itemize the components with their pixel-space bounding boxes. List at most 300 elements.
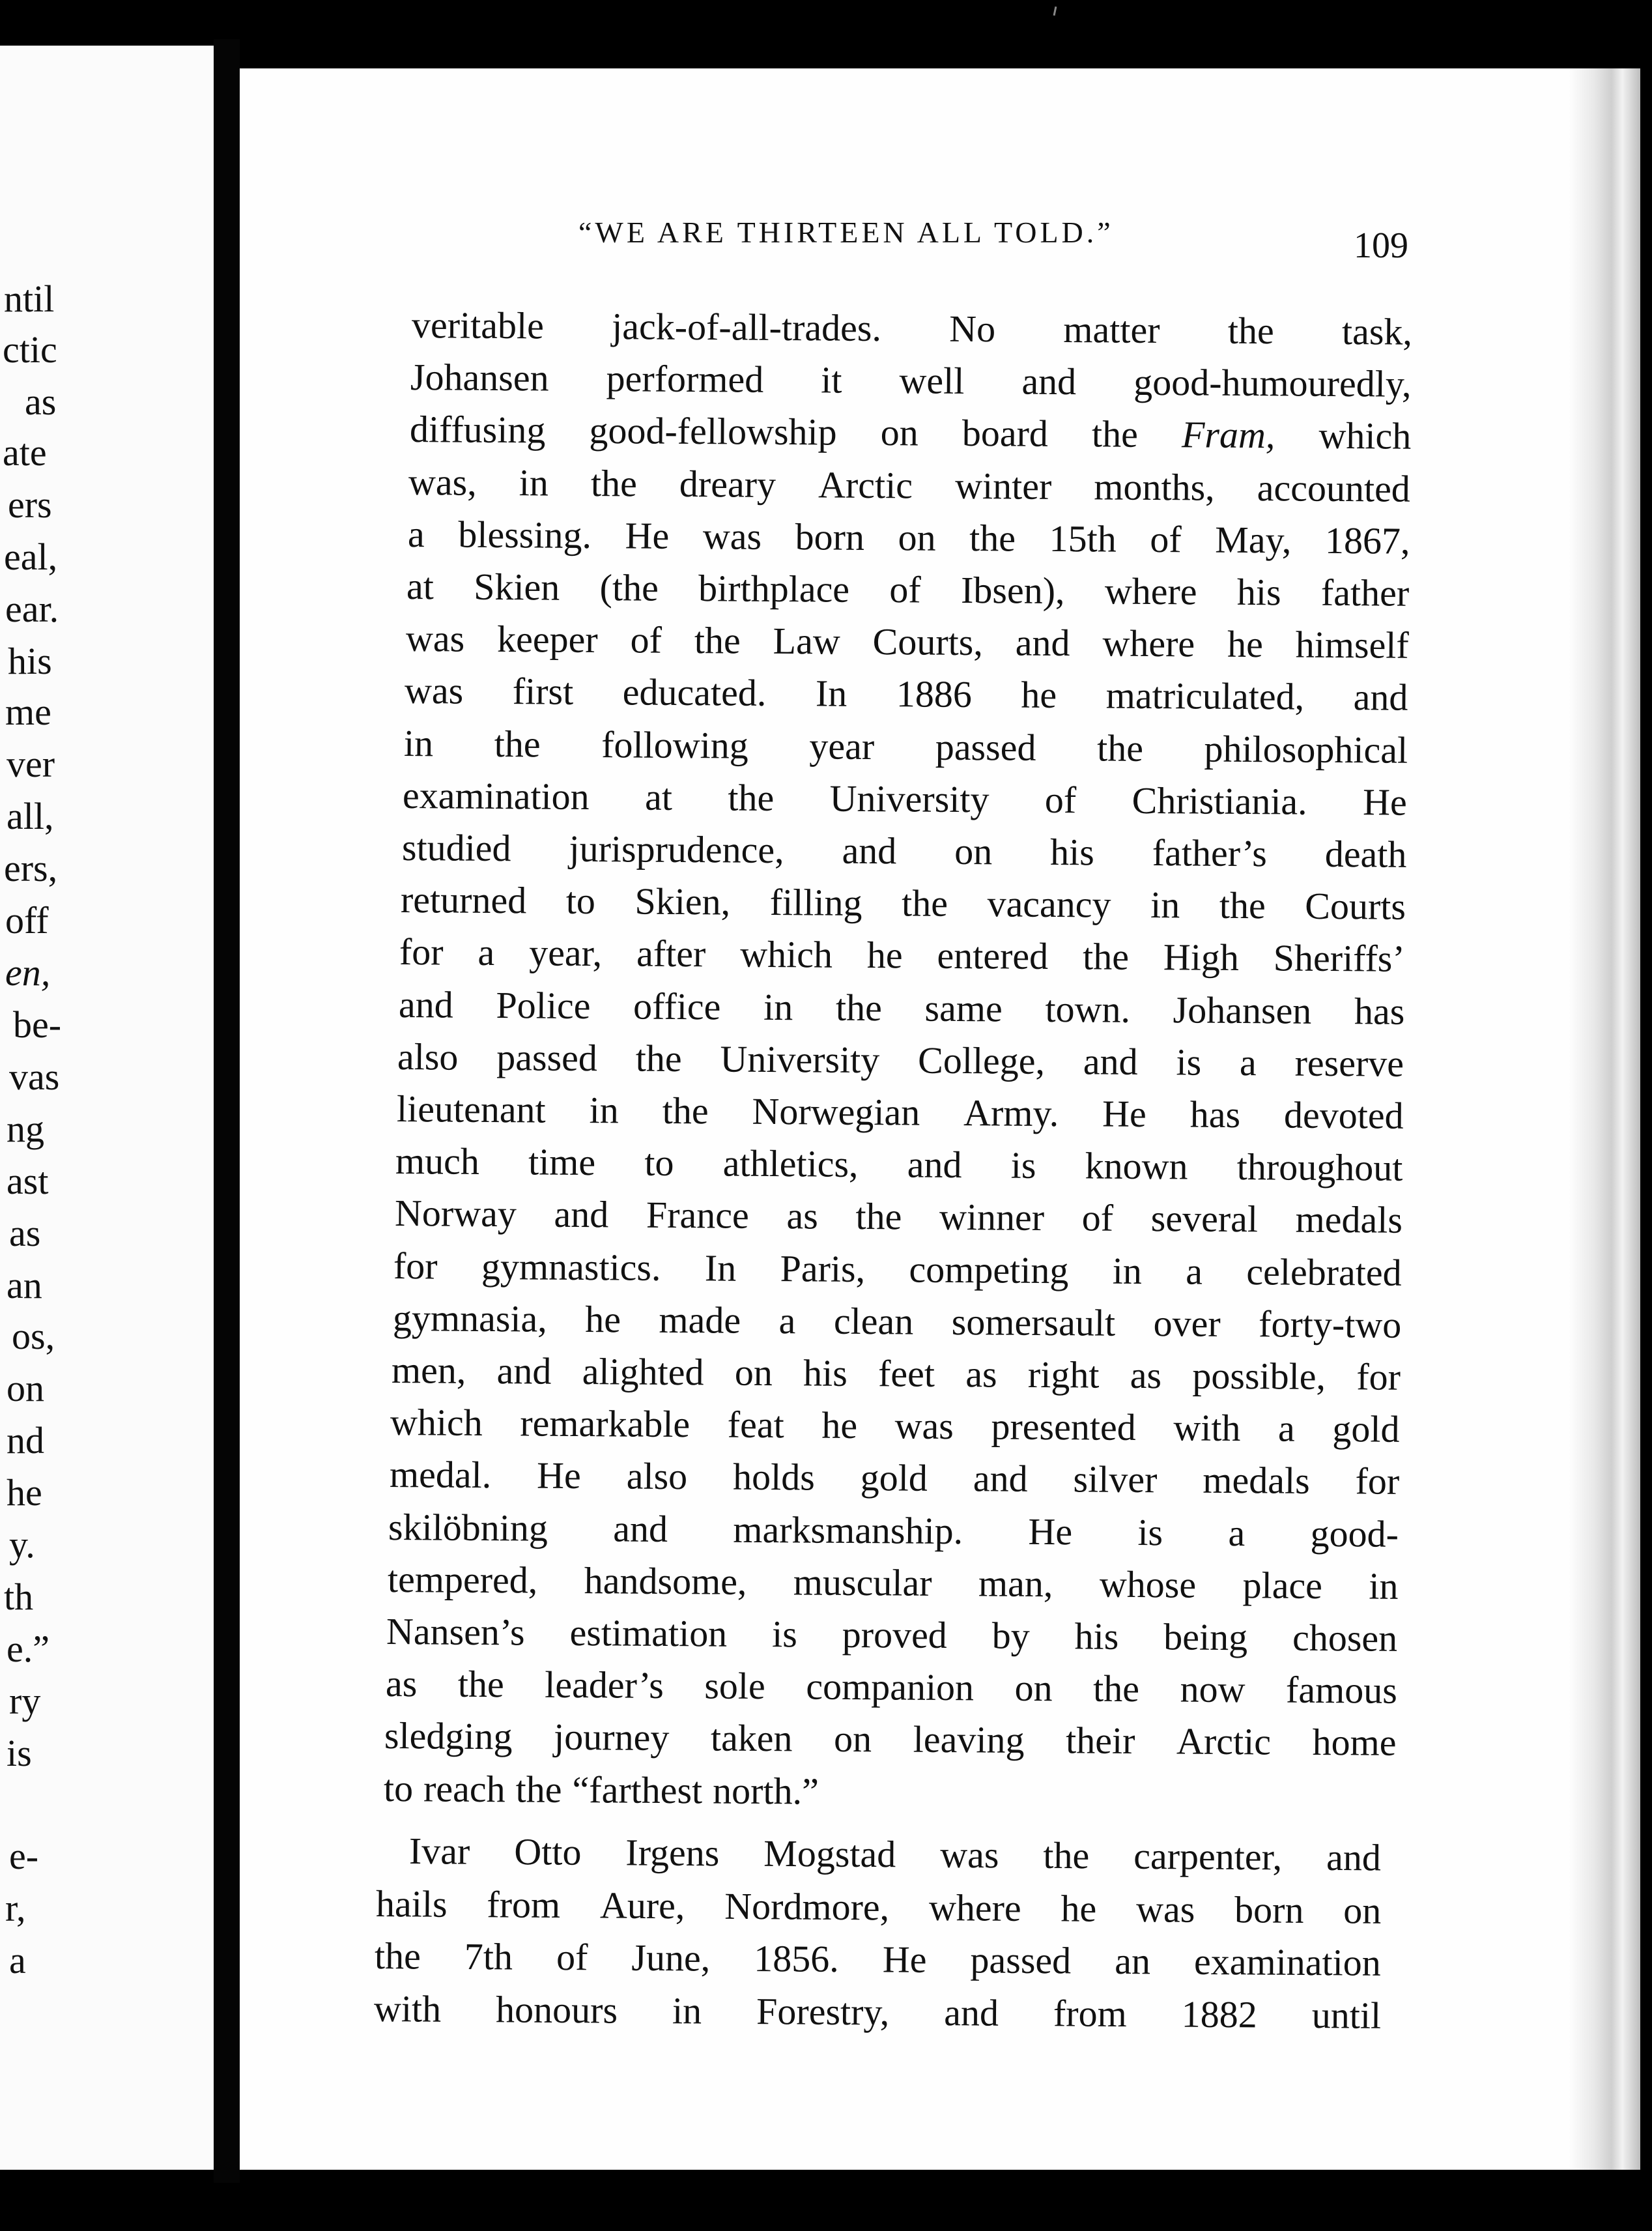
text-line [390,1401,1401,1451]
word: accounted [1257,466,1411,510]
text-line [383,1766,829,1813]
word: University [720,1037,880,1081]
word: Mogstad [763,1832,896,1876]
text-line [375,1937,1381,1982]
word: months, [1094,465,1216,509]
word: Norwegian [752,1089,920,1134]
word: He [1362,781,1408,824]
word: the [1043,1834,1090,1877]
word: Irgens [625,1831,720,1875]
left-page-line-fragment: vas [9,1056,60,1098]
word: In [815,672,847,715]
word: he [1227,622,1263,666]
text-line [407,512,1410,562]
word: hails [375,1882,448,1925]
word: Arctic [818,463,913,506]
word: is [1176,1041,1202,1084]
word: medal. [389,1453,492,1497]
word: educated. [622,670,767,715]
word: for [1356,1355,1401,1398]
word: and [1326,1835,1382,1879]
word: handsome, [584,1559,747,1603]
word: philosophical [1203,727,1408,771]
text-line [387,1557,1399,1607]
word: In [704,1246,737,1289]
word: skilöbning [388,1505,548,1549]
text-line [401,826,1407,876]
word: at [644,775,673,818]
word: the [1219,884,1266,927]
word: for [1355,1460,1400,1503]
word: birthplace [698,567,850,611]
left-page-line-fragment: ng [7,1108,44,1150]
word: chosen [1292,1616,1398,1660]
left-page-line-fragment: an [7,1264,42,1306]
word: the [662,1089,709,1132]
word: remarkable [520,1402,691,1446]
word: now [1180,1667,1246,1711]
word: matriculated, [1105,674,1305,719]
word: with [1173,1406,1242,1450]
word: board [961,412,1049,455]
word: possible, [1192,1354,1326,1398]
word: (the [599,566,659,609]
word: Ivar [408,1830,470,1873]
word: Otto [514,1830,582,1873]
word: Aure, [599,1883,685,1927]
word: year [808,724,875,768]
text-line [405,617,1409,667]
word: also [397,1035,459,1078]
word: task, [1341,309,1413,353]
text-line [406,565,1410,614]
word: Police [496,983,591,1027]
left-page-line-fragment: nd [7,1419,44,1461]
text-line [397,1035,1404,1085]
word: north.” [712,1769,819,1813]
word: has [1189,1093,1241,1136]
word: town. [1045,987,1131,1031]
word: leaving [913,1718,1025,1762]
word: clean [833,1299,914,1343]
word: holds [732,1456,815,1499]
word: was [405,617,465,660]
word: veritable [411,304,545,347]
word: and [907,1143,962,1187]
word: medals [1295,1198,1403,1242]
word: studied [401,826,511,870]
right-page [240,68,1640,2170]
word: good-fellowship [589,409,837,453]
word: estimation [569,1611,728,1655]
word: in [763,985,793,1028]
left-page-line-fragment: th [4,1576,34,1618]
word: a [778,1299,796,1342]
word: the [1227,309,1274,353]
word: was [894,1404,954,1448]
word: 1886 [896,672,973,716]
text-line [375,1882,1382,1932]
word: well [899,359,965,403]
word: companion [805,1665,974,1709]
word: of [889,568,922,611]
word: whose [1099,1562,1197,1606]
text-line [409,1832,1381,1877]
word: where [928,1886,1021,1929]
word: his [1074,1615,1119,1658]
word: was [404,669,464,713]
word: good- [1310,1512,1399,1555]
word: to [565,879,596,923]
word: time [528,1140,596,1184]
word: Johansen [1173,988,1312,1032]
word: has [1354,989,1405,1033]
word: on [880,411,919,454]
word: leader’s [544,1663,664,1707]
word: as [1130,1353,1162,1397]
word: journey [554,1716,670,1759]
word: High [1163,936,1240,979]
word: for [393,1244,438,1288]
word: celebrated [1246,1250,1402,1294]
word: marksmanship. [733,1508,963,1552]
text-line [412,306,1412,351]
text-line [389,1453,1400,1503]
word: the [835,986,882,1029]
word: and [943,1991,999,2034]
word: from [1053,1991,1127,2035]
word: University [829,777,990,821]
word: jurisprudence, [568,827,784,872]
word: performed [606,357,764,401]
word: sole [704,1664,765,1708]
left-page-line-fragment: ear. [5,588,59,630]
page-edge-shadow [1569,68,1640,2170]
left-page-line-fragment: ers [8,483,52,526]
word: Sheriffs’ [1273,936,1406,981]
page-number: 109 [1354,225,1408,266]
word: and [398,983,453,1026]
word: taken [710,1716,793,1760]
word: place [1242,1563,1322,1607]
word: in [589,1089,619,1132]
left-page-line-fragment: on [7,1367,44,1409]
word: to [644,1141,674,1185]
text-line [385,1662,1397,1712]
text-line [386,1610,1398,1660]
word: 1867, [1324,519,1410,562]
word: home [1312,1721,1397,1764]
word: was [1135,1887,1195,1931]
word: the [1096,727,1143,770]
left-page-line-fragment: is [7,1732,32,1774]
text-line [399,930,1406,981]
left-page-line-fragment: be- [13,1003,62,1046]
word: same [924,986,1003,1030]
text-line [388,1505,1399,1555]
word: a [1278,1407,1296,1450]
text-line [384,1714,1397,1764]
word: medals [1203,1459,1310,1503]
word: of [1081,1196,1113,1240]
word: filling [769,881,862,925]
word: the [515,1768,562,1811]
word: by [991,1614,1031,1657]
word: and [973,1457,1028,1501]
word: presented [991,1405,1137,1449]
word: their [1066,1719,1135,1763]
word: gold [1332,1407,1401,1451]
word: men, [391,1349,466,1392]
word: Army. [963,1091,1059,1135]
word: in [403,721,433,764]
word: the [591,461,638,505]
word: the [635,1037,683,1080]
word: Skien [474,565,560,609]
word: himself [1295,623,1409,667]
word: several [1150,1197,1258,1241]
word: entered [937,934,1049,978]
word: lieutenant [396,1087,546,1131]
word: 15th [1049,517,1117,560]
text-line [392,1296,1402,1346]
word: He [1028,1510,1073,1553]
word: to [383,1766,413,1809]
word: on [834,1718,872,1761]
word: He [536,1454,581,1497]
word: good-humouredly, [1133,360,1412,405]
word: in [1150,884,1180,927]
word: was [702,514,762,558]
left-page-line-fragment: off [5,899,49,942]
word: tempered, [387,1557,538,1602]
word: Paris, [780,1246,866,1290]
word: also [626,1454,688,1498]
word: 7th [464,1935,513,1978]
word: Norway [394,1192,517,1235]
word: France [646,1194,749,1237]
word: Arctic [1176,1720,1272,1763]
word: dreary [679,462,776,506]
text-line [400,878,1406,928]
word: man, [978,1562,1053,1605]
word: the [457,1662,504,1706]
word: was [940,1833,999,1877]
word: his [1049,830,1094,874]
word: of [556,1935,588,1979]
word: born [795,515,864,558]
left-page-line-fragment: y. [9,1523,35,1566]
left-page-line-fragment: ntil [4,278,55,320]
word: Courts, [872,620,983,664]
word: office [633,985,721,1028]
word: is [772,1613,798,1656]
left-page-line-fragment: ry [9,1680,41,1722]
word: reserve [1294,1041,1404,1085]
word: winner [939,1196,1044,1239]
word: and [1021,360,1077,403]
word: year, [529,931,603,975]
word: competing [909,1248,1069,1291]
text-line [410,358,1412,403]
word: “farthest [571,1768,703,1812]
left-page-line-fragment: os, [12,1315,55,1357]
word: and [613,1507,668,1550]
word: following [601,723,748,767]
left-page-line-fragment: e- [9,1835,39,1877]
word: as [786,1194,818,1237]
word: an [1115,1939,1151,1983]
word: famous [1285,1668,1397,1712]
word: Nansen’s [386,1610,526,1654]
word: he [867,934,904,977]
word: a [477,931,495,974]
word: at [406,565,434,608]
word: and [841,829,897,872]
word: until [1311,1993,1382,2037]
word: vacancy [987,882,1111,926]
word: he [821,1403,858,1447]
word: and [496,1349,552,1392]
word: He [1102,1092,1146,1136]
word: gymnastics. [481,1245,661,1289]
text-line [398,983,1405,1033]
word: Forestry, [756,1989,890,2034]
word: which [740,933,833,977]
word: with [373,1987,442,2030]
word: the [901,882,948,925]
word: he [584,1297,621,1341]
word: on [1343,1888,1382,1932]
word: examination [1193,1940,1382,1984]
word: for [399,930,444,973]
word: gold [860,1456,928,1500]
word: is [1010,1144,1036,1187]
word: first [512,670,574,713]
word: keeper [496,618,598,661]
word: made [658,1298,741,1342]
word: the [1091,412,1139,456]
word: the [969,516,1016,560]
word: where [1102,622,1195,665]
word: father [1320,571,1410,614]
text-line [402,773,1408,824]
left-page-line-fragment: en, [5,951,51,994]
word: Christiania. [1132,779,1307,823]
word: somersault [951,1300,1115,1344]
word: forty-two [1258,1303,1402,1346]
running-head: “WE ARE THIRTEEN ALL TOLD.” [578,216,1114,249]
word: alighted [582,1350,704,1394]
word: and [1015,621,1070,665]
word: the [728,776,775,819]
word: over [1152,1301,1221,1345]
word: he [1060,1886,1097,1930]
word: passed [970,1938,1072,1982]
word: after [636,932,706,975]
word: on [734,1351,773,1394]
word: 1856. [754,1937,840,1980]
word: carpenter, [1133,1834,1283,1878]
word: a [1228,1511,1246,1554]
word: and [1083,1040,1139,1083]
word: he [1021,673,1057,717]
word: Johansen [410,356,550,399]
book-gutter [214,39,240,2183]
word: passed [496,1035,598,1079]
word: which [390,1401,483,1445]
word: sledging [384,1714,513,1758]
left-page-line-fragment: r, [5,1887,26,1929]
word: much [395,1140,480,1183]
dust-speck [1053,7,1057,16]
word: of [1149,517,1182,561]
word: the [1092,1667,1139,1710]
word: June, [631,1936,711,1979]
word: Fram, [1181,413,1275,457]
word: is [1137,1510,1163,1553]
word: and [553,1193,609,1236]
word: athletics, [722,1142,859,1186]
word: Nordmore, [724,1884,889,1929]
word: He [625,514,670,557]
word: No [949,307,996,351]
word: being [1163,1615,1248,1659]
word: matter [1063,308,1160,352]
left-page-line-fragment: ver [7,743,55,785]
word: was, [408,460,477,504]
word: father’s [1152,831,1267,875]
text-line [409,408,1412,458]
word: in [519,461,549,504]
word: May, [1214,518,1292,562]
word: right [1027,1353,1100,1396]
word: a [407,512,425,555]
word: jack-of-all-trades. [611,305,882,350]
text-line [408,460,1411,510]
word: where [1104,569,1198,613]
word: 1882 [1181,1993,1257,2036]
word: the [855,1195,902,1238]
word: passed [935,725,1036,769]
left-page-line-fragment: me [5,691,51,733]
word: devoted [1283,1093,1404,1137]
word: feet [877,1352,935,1395]
word: the [1083,935,1130,979]
text-line [393,1244,1402,1294]
text-line [403,721,1408,771]
word: He [882,1938,927,1981]
left-page-line-fragment: a [9,1939,26,1981]
text-line [395,1142,1403,1187]
word: from [486,1882,560,1926]
word: a [1240,1041,1257,1084]
word: silver [1073,1458,1158,1501]
text-line [373,1987,1382,2037]
word: the [494,722,541,766]
word: Ibsen), [961,568,1066,612]
left-page-line-fragment: as [9,1212,41,1254]
word: his [803,1351,848,1394]
word: diffusing [409,408,546,452]
word: as [385,1662,418,1705]
text-line [396,1087,1404,1137]
left-page-line-fragment: e.” [7,1628,50,1670]
left-page-line-fragment: ers, [4,847,58,889]
left-page-line-fragment: ast [7,1160,49,1202]
word: the [694,619,741,662]
word: death [1324,832,1407,876]
